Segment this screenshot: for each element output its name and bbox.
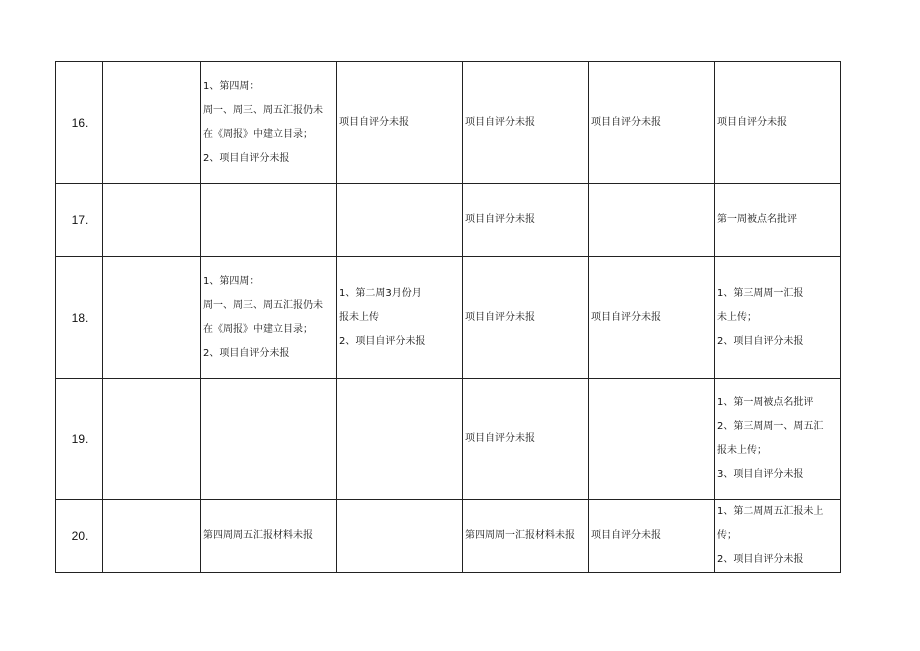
cell-line: 周一、周三、周五汇报仍未 [203,104,323,116]
cell-line: 2、项目自评分未报 [717,554,804,565]
cell-line: 项目自评分未报 [465,214,535,225]
cell-line: 周一、周三、周五汇报仍未 [203,299,323,311]
cell-col5 [463,62,589,184]
row-number: 19. [56,379,103,500]
cell-line: 在《周报》中建立目录； [203,323,313,335]
cell-line: 1、第四周： [203,275,260,287]
cell-col2 [103,500,201,573]
cell-line: 第四周周一汇报材料未报 [465,530,575,541]
cell-line: 3、项目自评分未报 [717,469,804,480]
report-table [55,61,841,573]
cell-line: 1、第四周： [203,80,260,92]
cell-line: 在《周报》中建立目录； [203,128,313,140]
cell-col3 [201,257,337,379]
cell-col3 [201,62,337,184]
cell-col6 [589,184,715,257]
cell-col7 [715,184,841,257]
row-number: 17. [56,184,103,257]
cell-col6 [589,500,715,573]
table-row [56,379,841,500]
cell-col5 [463,184,589,257]
cell-line: 报未上传 [339,311,379,323]
cell-col2 [103,184,201,257]
cell-line: 项目自评分未报 [465,116,535,128]
cell-col7 [715,379,841,500]
cell-col5 [463,500,589,573]
cell-line: 2、第三周周一、周五汇 [717,421,824,432]
cell-line: 2、项目自评分未报 [339,335,426,347]
cell-col6 [589,62,715,184]
cell-line: 传； [717,530,737,541]
cell-col6 [589,379,715,500]
cell-col4 [337,257,463,379]
cell-line: 报未上传； [717,445,767,456]
cell-line: 1、第一周被点名批评 [717,397,814,408]
cell-col7 [715,500,841,573]
cell-line: 2、项目自评分未报 [203,152,290,164]
row-number: 20. [56,500,103,573]
cell-col2 [103,62,201,184]
cell-col2 [103,379,201,500]
cell-line: 项目自评分未报 [591,311,661,323]
cell-line: 1、第三周周一汇报 [717,287,804,299]
cell-col2 [103,257,201,379]
cell-line: 2、项目自评分未报 [717,335,804,347]
cell-col3 [201,379,337,500]
cell-line: 项目自评分未报 [465,433,535,444]
cell-line: 项目自评分未报 [465,311,535,323]
cell-line: 1、第二周周五汇报未上 [717,506,824,517]
cell-col5 [463,257,589,379]
cell-col3 [201,500,337,573]
cell-line: 第一周被点名批评 [717,214,797,225]
cell-col6 [589,257,715,379]
cell-line: 2、项目自评分未报 [203,347,290,359]
cell-col4 [337,184,463,257]
cell-line: 项目自评分未报 [339,116,409,128]
cell-col4 [337,500,463,573]
table-row [56,257,841,379]
row-number: 16. [56,62,103,184]
cell-col3 [201,184,337,257]
table-row [56,500,841,573]
cell-line: 1、第二周3月份月 [339,287,422,299]
cell-line: 项目自评分未报 [591,116,661,128]
cell-col4 [337,62,463,184]
cell-col5 [463,379,589,500]
cell-line: 未上传； [717,311,757,323]
table-row [56,62,841,184]
row-number: 18. [56,257,103,379]
cell-col7 [715,257,841,379]
cell-line: 项目自评分未报 [717,116,787,128]
cell-line: 项目自评分未报 [591,530,661,541]
cell-col4 [337,379,463,500]
cell-col7 [715,62,841,184]
table-row [56,184,841,257]
cell-line: 第四周周五汇报材料未报 [203,530,313,541]
